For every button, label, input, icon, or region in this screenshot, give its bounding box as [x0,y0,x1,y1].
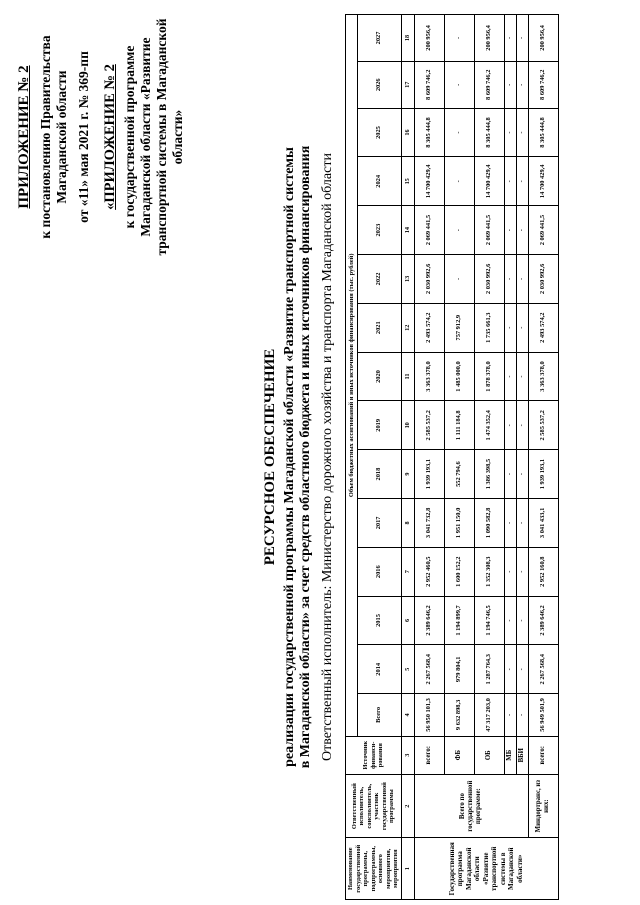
approval-line: Магаданской области «Развитие [138,37,153,237]
value-cell: 3 041 433,1 [528,499,558,548]
value-cell: 1 111 184,8 [444,401,474,450]
col-header-year: 2018 [357,450,401,499]
col-header-year: 2022 [357,255,401,304]
value-cell: - [504,547,516,596]
table-row [414,15,444,900]
financing-table [345,14,559,900]
value-cell: 2 952 160,8 [528,547,558,596]
value-cell: 47 317 203,0 [474,694,504,736]
column-number: 2 [401,774,414,838]
value-cell: 2 030 992,6 [414,255,444,304]
value-cell: - [516,255,528,304]
value-cell: - [504,206,516,255]
value-cell: - [516,694,528,736]
col-header-volume: Объем бюджетных ассигнований и иных источников финансирования (тыс. рублей) [346,15,358,737]
value-cell: - [516,499,528,548]
value-cell: - [444,206,474,255]
value-cell: 2 585 537,2 [528,401,558,450]
value-cell: - [444,255,474,304]
value-cell: 2 069 441,5 [414,206,444,255]
value-cell: - [504,108,516,157]
value-cell: 8 609 746,2 [474,61,504,108]
value-cell: 1 287 764,3 [474,645,504,694]
value-cell: - [516,401,528,450]
value-cell: - [504,450,516,499]
source-cell: ФБ [444,736,474,774]
source-cell: МБ [504,736,516,774]
value-cell: - [516,206,528,255]
appendix-title-2: «ПРИЛОЖЕНИЕ № 2 [102,64,118,210]
value-cell: 9 632 898,3 [444,694,474,736]
col-header-year: 2017 [357,499,401,548]
column-number: 5 [401,645,414,694]
value-cell: - [504,694,516,736]
column-number: 4 [401,694,414,736]
table-row [504,15,516,900]
value-cell: - [504,499,516,548]
col-header-executor: Ответственный исполнитель, соисполнитель, участник государственной программы [346,774,402,838]
column-number: 1 [401,838,414,900]
col-header-year: 2026 [357,61,401,108]
column-number-row [401,15,414,900]
executor-cell: Миндортранс, из них: [528,774,558,838]
column-number: 18 [401,15,414,62]
column-number: 17 [401,61,414,108]
value-cell: - [504,645,516,694]
column-number: 11 [401,352,414,401]
value-cell: 3 363 378,0 [414,352,444,401]
value-cell: 14 700 429,4 [474,157,504,206]
program-name-cell: Государственная программа Магаданской области «Развитие транспортной системы в Магаданской области» [414,838,558,900]
column-number: 3 [401,736,414,774]
value-cell: - [504,15,516,62]
value-cell: - [516,547,528,596]
value-cell: - [516,108,528,157]
value-cell: 1 600 152,2 [444,547,474,596]
value-cell: 8 305 444,8 [474,108,504,157]
value-cell: - [504,401,516,450]
value-cell: 1 951 150,0 [444,499,474,548]
value-cell: 1 194 899,7 [444,596,474,645]
value-cell: - [444,15,474,62]
approval-line: к постановлению Правительства [38,35,53,239]
value-cell: 200 956,4 [528,15,558,62]
value-cell: 979 804,1 [444,645,474,694]
value-cell: 2 267 568,4 [414,645,444,694]
value-cell: 3 041 732,8 [414,499,444,548]
value-cell: 1 485 000,0 [444,352,474,401]
value-cell: 8 305 444,8 [528,108,558,157]
approval-line: Магаданской области [54,70,69,204]
value-cell: - [444,157,474,206]
table-row [474,15,504,900]
column-number: 7 [401,547,414,596]
table-body [414,15,558,900]
value-cell: 8 609 746,2 [528,61,558,108]
value-cell: 2 069 441,5 [528,206,558,255]
value-cell: - [516,15,528,62]
value-cell: - [444,108,474,157]
approval-line: к государственной программе [122,45,137,229]
column-number: 15 [401,157,414,206]
col-header-year: 2024 [357,157,401,206]
value-cell: 1 474 352,4 [474,401,504,450]
value-cell: 1 939 193,1 [414,450,444,499]
value-cell: 1 878 378,0 [474,352,504,401]
value-cell: - [516,61,528,108]
value-cell: 2 493 574,2 [528,303,558,352]
col-header-source: Источник финанси-рования [346,736,402,774]
col-header-year: 2019 [357,401,401,450]
col-header-total: Всего [357,694,401,736]
table-header-row [346,15,358,900]
value-cell: 1 735 661,3 [474,303,504,352]
col-header-year: 2023 [357,206,401,255]
source-cell: всего: [528,736,558,774]
value-cell: - [504,596,516,645]
source-cell: ОБ [474,736,504,774]
value-cell: 1 939 193,1 [528,450,558,499]
column-number: 12 [401,303,414,352]
value-cell: 200 956,4 [474,15,504,62]
value-cell: 2 267 568,4 [528,645,558,694]
document-subtitle: реализации государственной программы Магаданской области «Развитие транспортной системы [282,147,297,767]
document-subtitle: в Магаданской области» за счет средств областного бюджета и иных источников финансирования [298,145,313,769]
appendix-title: ПРИЛОЖЕНИЕ № 2 [16,65,32,209]
value-cell: - [444,61,474,108]
value-cell: 2 389 646,2 [528,596,558,645]
value-cell: 2 069 441,5 [474,206,504,255]
col-header-name: Наименование государственной программы, подпрограммы, основного мероприятия, мероприятия [346,838,402,900]
column-number: 9 [401,450,414,499]
value-cell: 2 585 537,2 [414,401,444,450]
approval-block [16,12,186,262]
value-cell: - [504,303,516,352]
value-cell: 3 363 378,0 [528,352,558,401]
table-row [444,15,474,900]
value-cell: - [516,303,528,352]
value-cell: 2 493 574,2 [414,303,444,352]
value-cell: 14 700 429,4 [528,157,558,206]
table-row [516,15,528,900]
document-title: РЕСУРСНОЕ ОБЕСПЕЧЕНИЕ [262,348,278,566]
col-header-year: 2016 [357,547,401,596]
value-cell: 2 030 992,6 [474,255,504,304]
value-cell: 552 794,6 [444,450,474,499]
col-header-year: 2020 [357,352,401,401]
value-cell: - [516,450,528,499]
value-cell: 757 912,9 [444,303,474,352]
value-cell: 2 952 460,5 [414,547,444,596]
value-cell: 1 352 308,3 [474,547,504,596]
value-cell: 1 090 582,8 [474,499,504,548]
col-header-year: 2015 [357,596,401,645]
source-cell: всего: [414,736,444,774]
value-cell: 8 609 746,2 [414,61,444,108]
approval-date: от «11» мая 2021 г. № 369-пп [76,51,91,223]
value-cell: 2 030 992,6 [528,255,558,304]
table-row [528,15,558,900]
col-header-year: 2021 [357,303,401,352]
value-cell: 56 949 501,9 [528,694,558,736]
column-number: 8 [401,499,414,548]
value-cell: - [516,157,528,206]
value-cell: 2 389 646,2 [414,596,444,645]
value-cell: 56 950 101,3 [414,694,444,736]
value-cell: - [516,352,528,401]
column-number: 10 [401,401,414,450]
value-cell: - [516,596,528,645]
column-number: 6 [401,596,414,645]
landscape-content [10,2,630,902]
col-header-year: 2025 [357,108,401,157]
approval-line: области» [170,109,185,165]
responsible-executor: Ответственный исполнитель: Министерство дорожного хозяйства и транспорта Магаданской области [320,153,335,761]
value-cell: - [504,255,516,304]
value-cell: 14 700 429,4 [414,157,444,206]
column-number: 13 [401,255,414,304]
value-cell: - [504,61,516,108]
value-cell: - [504,352,516,401]
column-number: 14 [401,206,414,255]
value-cell: 1 194 746,5 [474,596,504,645]
column-number: 16 [401,108,414,157]
value-cell: 1 386 398,5 [474,450,504,499]
approval-line: транспортной системы в Магаданской [154,18,169,256]
col-header-year: 2014 [357,645,401,694]
value-cell: 8 305 444,8 [414,108,444,157]
value-cell: 200 956,4 [414,15,444,62]
source-cell: ВБИ [516,736,528,774]
value-cell: - [504,157,516,206]
col-header-year: 2027 [357,15,401,62]
executor-cell: Всего по государственной программе: [414,774,528,838]
value-cell: - [516,645,528,694]
